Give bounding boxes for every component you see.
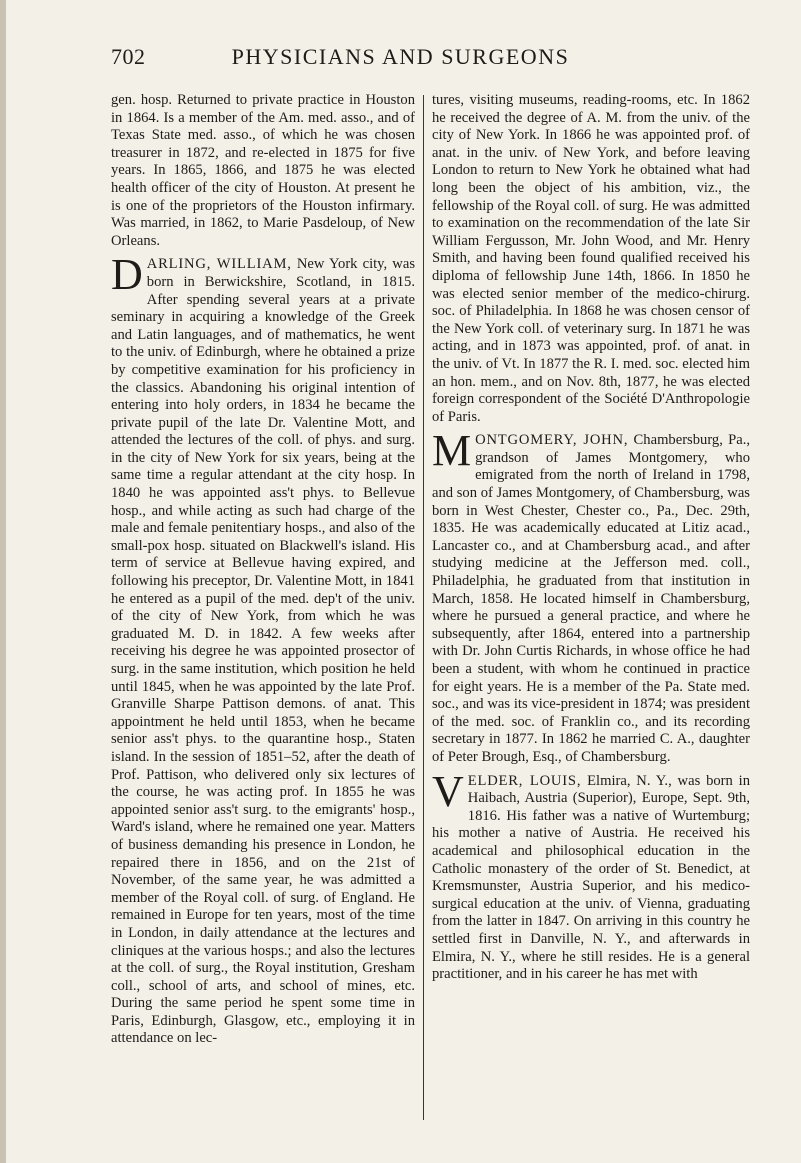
left-column (111, 92, 415, 1048)
continued-entry-text: tures, visiting museums, reading-rooms, etc. In 1862 he received the degree of A. M. from the univ. of the city of New York. In 1866 he was appointed prof. of anat. in the univ. of New York, and before leaving London to return to New York he obtained what had long been the object of his ambition, viz., the fellowship of the Royal coll. of surg. He was admitted to examination on the recommendation of the late Sir William Fergusson, Mr. John Wood, and Mr. Henry Smith, and having been found qualified received his diploma of fellowship June 14th, 1866. In 1850 he was elected senior member of the medico-chirurg. soc. of Philadelphia. In 1868 he was chosen censor of the New York coll. of veterinary surg. In 1871 he was acting, and in 1873 was appointed, prof. of anat. in the univ. of Vt. In 1877 the R. I. med. soc. elected him an hon. mem., and on Nov. 8th, 1877, he was elected foreign correspondent of the Société D'Anthropologie of Paris. (432, 92, 750, 425)
drop-cap-initial: V (432, 766, 464, 816)
page-number: 702 (111, 44, 146, 69)
entry-body: Elmira, N. Y., was born in Haibach, Austria (Superior), Europe, Sept. 9th, 1816. His father was a native of Wurtemburg; his mother a native of Austria. He received his academical and philosophical education in the Catholic monastery of the order of St. Benedict, at Kremsmunster, Austria Superior, and his medico-surgical education at the univ. of Vienna, graduating from the latter in 1847. On arriving in this country he settled first in Danville, N. Y., and afterwards in Elmira, N. Y., where he still resides. He is a general practitioner, and in his career he has met with (432, 772, 750, 983)
page-edge-shadow (0, 0, 6, 1163)
entry-montgomery (432, 426, 750, 766)
entry-darling (111, 250, 415, 1048)
running-head-title: PHYSICIANS AND SURGEONS (231, 44, 570, 69)
entry-body: Chambersburg, Pa., grandson of James Montgomery, who emigrated from the north of Ireland in 1798, and son of James Montgomery, of Chambersburg, was born in West Chester, Chester co., Pa., Dec. 29th, 1835. He was academically educated at Litiz acad., Lancaster co., and at Chambersburg acad., and after studying medicine at the Jefferson med. coll., Philadelphia, he graduated from that institution in March, 1858. He located himself in Chambersburg, where he pursued a general practice, and where he subsequently, after 1864, entered into a partnership with Dr. John Curtis Richards, in whose office he had been a student, with whom he continued in practice for eight years. He is a member of the Pa. State med. soc., and was its vice-president in 1874; was president of the med. soc. of Franklin co., and its recording secretary in 1877. In 1862 he married C. A., daughter of Peter Brough, Esq., of Chambersburg. (432, 432, 750, 765)
entry-name: ONTGOMERY, JOHN, (475, 432, 629, 449)
entry-body: New York city, was born in Berwickshire, Scotland, in 1815. After spending several years at a private seminary in acquiring a knowledge of the Greek and Latin languages, and of mathematics, he went to the univ. of Edinburgh, where he obtained a prize by competitive examination for his proficiency in the classics. Abandoning his original intention of entering into holy orders, in 1834 he became the private pupil of the late Dr. Valentine Mott, and attended the lectures of the coll. of phys. and surg. in the city of New York for six years, being at the same time a regular attendant at the city hosp. In 1840 he was appointed ass't phys. to Bellevue hosp., and while acting as such had charge of the male and female penitentiary hosps., and also of the small-pox hosp. situated on Blackwell's island. His term of service at Bellevue having expired, and following his preceptor, Dr. Valentine Mott, in 1841 he entered as a pupil of the med. dep't of the univ. of the city of New York, from which he was graduated M. D. in 1842. A few weeks after receiving his degree he was appointed prosector of surg. in the same institution, which position he held until 1845, when he was appointed by the late Prof. Granville Sharpe Pattison demons. of anat. This appointment he held until 1853, when he became senior ass't phys. to the quarantine hosp., Staten island. In the session of 1851–52, after the death of Prof. Pattison, who delivered only six lectures of the course, he was acting prof. In 1855 he was appointed senior ass't surg. to the emigrants' hosp., Ward's island, where he remained one year. Matters of business demanding his presence in London, he repaired there in 1856, and on the 21st of November, of the same year, he was admitted a member of the Royal coll. of surg. of England. He remained in Europe for ten years, most of the time in London, in daily attendance at the lectures and cliniques at the various hosps.; and also the lectures at the coll. of surg., the Royal institution, Gresham coll., school of arts, and school of mines, etc. During the same period he spent some time in Paris, Edinburgh, Glasgow, etc., employing it in attendance on lec- (111, 256, 415, 1047)
entry-name: ELDER, LOUIS, (467, 772, 582, 789)
entry-name: ARLING, WILLIAM, (146, 256, 292, 273)
column-divider (423, 95, 424, 1120)
right-column (432, 92, 750, 984)
drop-cap-initial: D (111, 250, 143, 300)
entry-velder (432, 766, 750, 984)
continued-entry-text: gen. hosp. Returned to private practice in Houston in 1864. Is a member of the Am. med. asso., and of Texas State med. asso., of which he was chosen treasurer in 1872, and re-elected in 1875 for five years. In 1865, 1866, and 1875 he was elected health officer of the city of Houston. At present he is one of the proprietors of the Houston infirmary. Was married, in 1862, to Marie Pasdeloup, of New Orleans. (111, 92, 415, 249)
drop-cap-initial: M (432, 426, 472, 476)
